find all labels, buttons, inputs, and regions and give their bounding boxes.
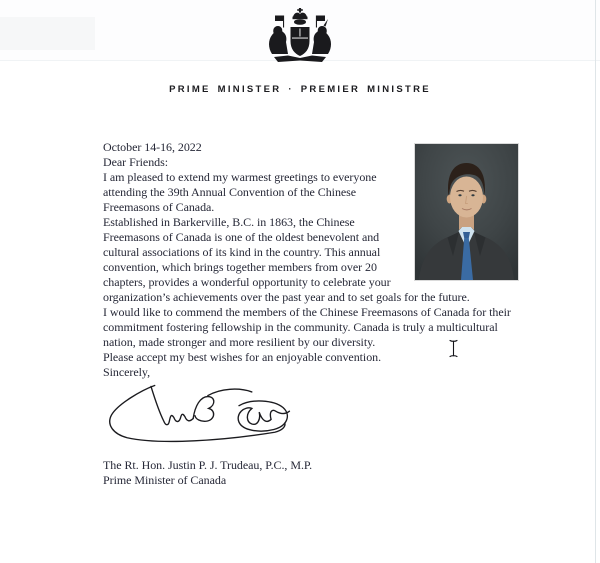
letter-closing: Sincerely,: [103, 365, 151, 379]
letter-body: [103, 140, 519, 488]
window-right-edge: [595, 0, 596, 563]
letter-salutation: Dear Friends:: [103, 155, 168, 169]
letterhead-title: PRIME MINISTER · PREMIER MINISTRE: [169, 84, 431, 95]
canada-coat-of-arms-icon: [262, 51, 338, 68]
signer-name: The Rt. Hon. Justin P. J. Trudeau, P.C., M.P.: [103, 458, 313, 472]
letter-date: October 14-16, 2022: [103, 140, 202, 154]
letter-paragraph-4: Please accept my best wishes for an enjoyable convention.: [103, 350, 382, 364]
signer-title: Prime Minister of Canada: [103, 473, 227, 487]
signature-block: [103, 458, 519, 488]
trudeau-signature: [96, 380, 519, 446]
text-ibeam-cursor: [449, 339, 458, 358]
letterhead: [0, 8, 600, 95]
portrait-photo: [414, 143, 519, 281]
letter-paragraph-2: Established in Barkerville, B.C. in 1863, the Chinese Freemasons of Canada is one of the oldest benevolent and cultural associations of its kind in the country. This annual convention, which brings together members from over 20 chapters, provides a wonderful opportunity to celebrate your organization’s achievements over the past year and to set goals for the future.: [103, 215, 470, 304]
letter-paragraph-1: I am pleased to extend my warmest greetings to everyone attending the 39th Annual Convention of the Chinese Freemasons of Canada.: [103, 170, 377, 214]
letter-paragraph-3: I would like to commend the members of the Chinese Freemasons of Canada for their commitment fostering fellowship in the community. Canada is truly a multicultural nation, made stronger and more resilient by our diversity.: [103, 305, 511, 349]
